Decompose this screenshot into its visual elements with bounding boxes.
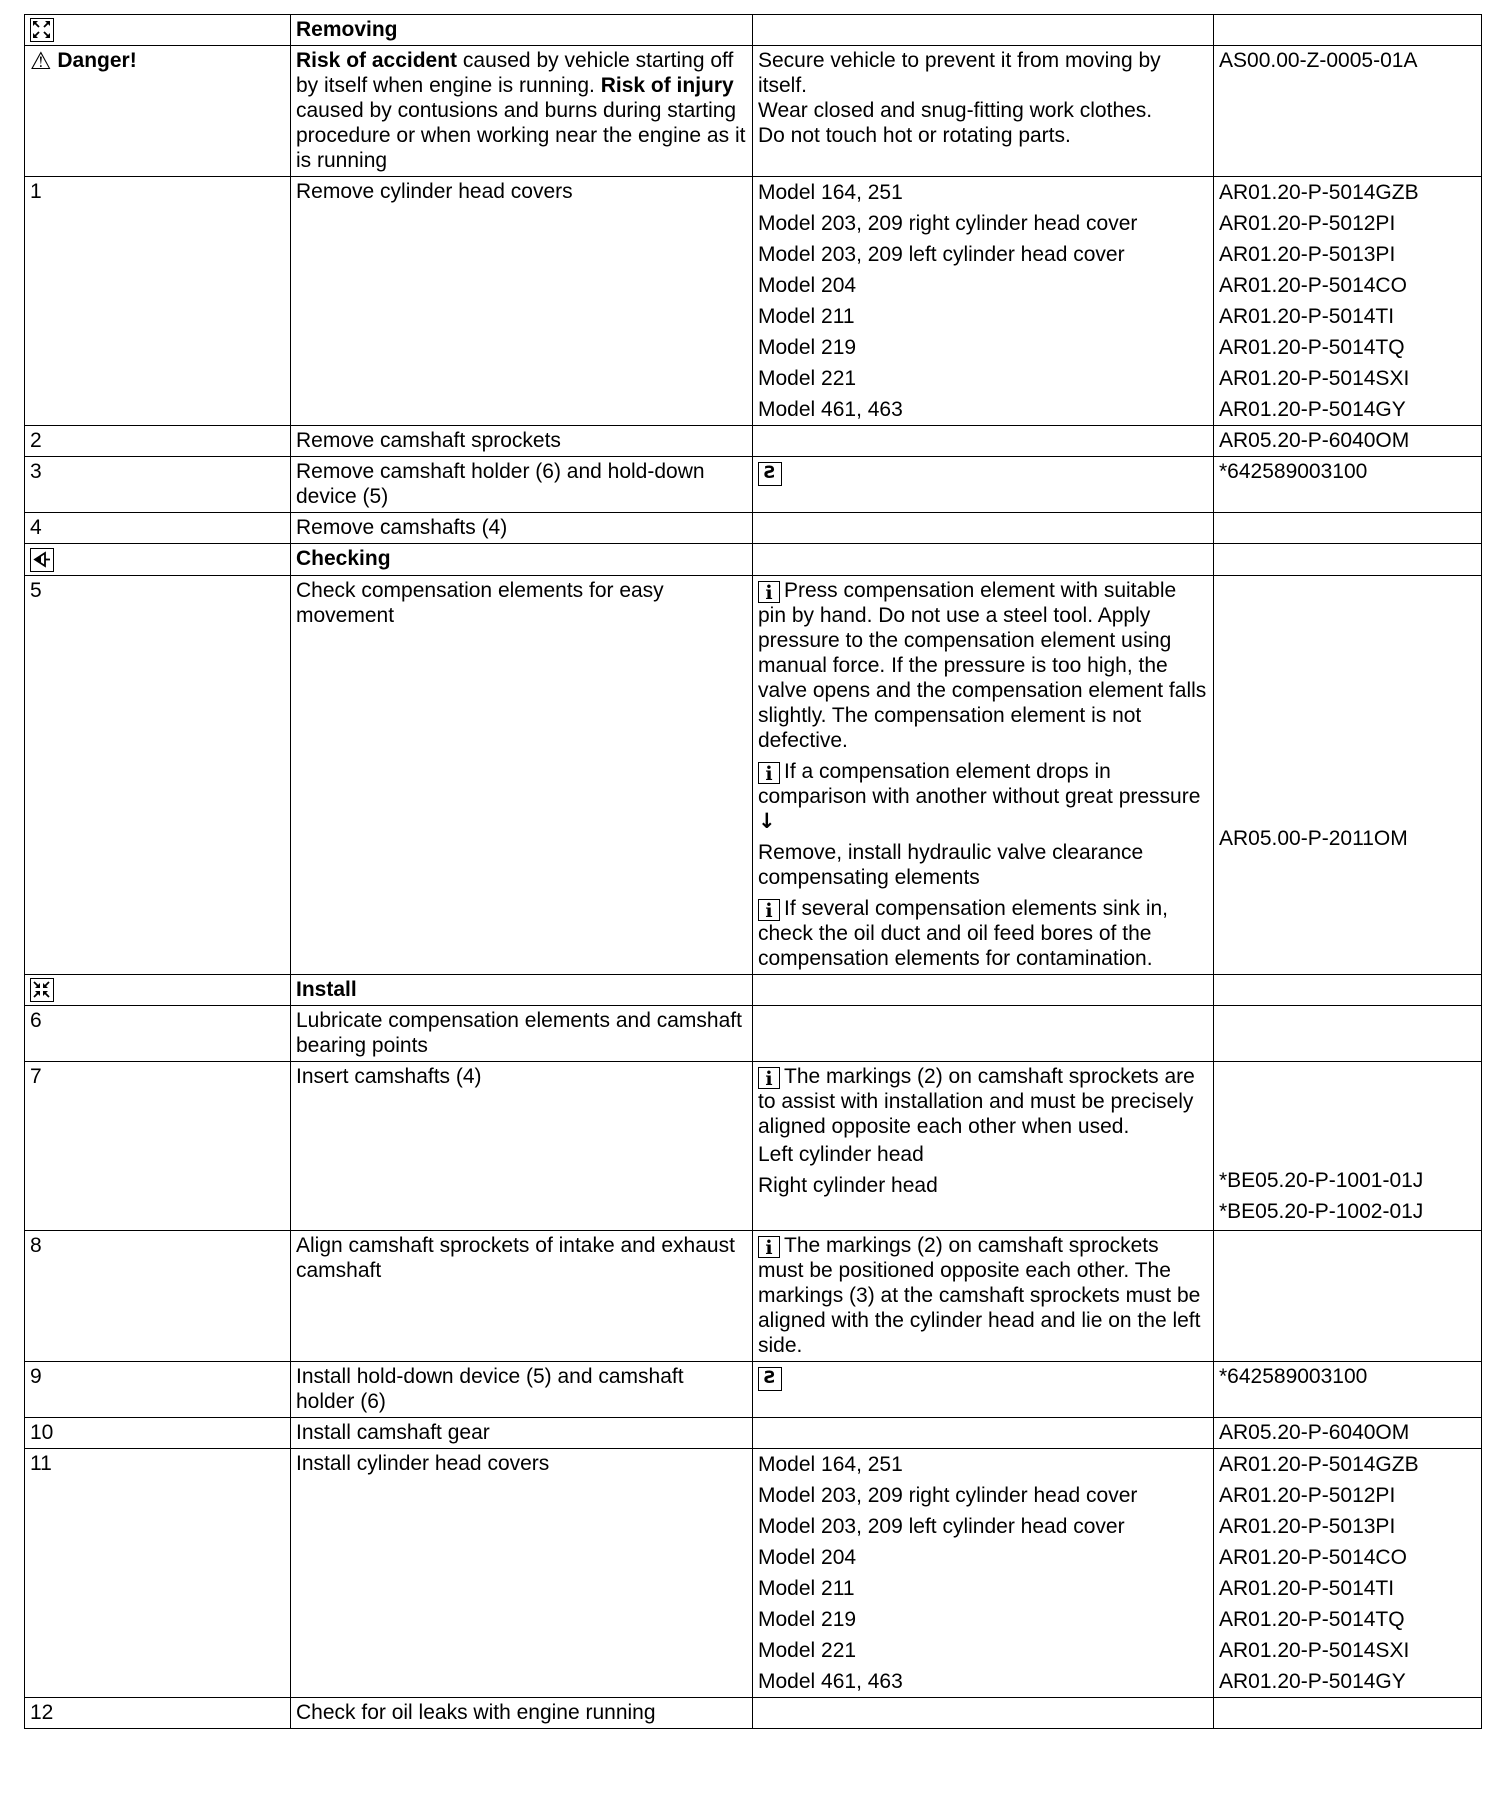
note bbox=[758, 1064, 1208, 1139]
step-text: Install camshaft gear bbox=[291, 1418, 753, 1449]
step-ref[interactable]: AR05.20-P-6040OM bbox=[1214, 1418, 1482, 1449]
step-number: 2 bbox=[25, 426, 291, 457]
step-number: 5 bbox=[25, 575, 291, 974]
model-label: Model 211 bbox=[758, 1577, 855, 1601]
info-icon: i bbox=[758, 762, 780, 784]
step-row bbox=[25, 1362, 1482, 1418]
section-title-removing: Removing bbox=[291, 15, 753, 46]
model-ref-list bbox=[1214, 1449, 1482, 1698]
step-text: Remove camshaft sprockets bbox=[291, 426, 753, 457]
measure-item: Do not touch hot or rotating parts. bbox=[758, 124, 1071, 148]
model-ref[interactable]: AR01.20-P-5014SXI bbox=[1219, 367, 1410, 391]
model-label: Model 461, 463 bbox=[758, 1670, 903, 1694]
step-row bbox=[25, 457, 1482, 513]
model-label: Model 204 bbox=[758, 274, 857, 298]
step-number: 9 bbox=[25, 1362, 291, 1418]
model-ref[interactable]: AR01.20-P-5013PI bbox=[1219, 1515, 1396, 1539]
cylinder-left-label: Left cylinder head bbox=[758, 1143, 924, 1167]
cylinder-right-ref[interactable]: *BE05.20-P-1002-01J bbox=[1219, 1200, 1424, 1224]
step-text: Check compensation elements for easy movement bbox=[291, 575, 753, 974]
step-text: Check for oil leaks with engine running bbox=[291, 1698, 753, 1729]
step-text: Install cylinder head covers bbox=[291, 1449, 753, 1698]
model-label: Model 164, 251 bbox=[758, 181, 903, 205]
step-row bbox=[25, 1231, 1482, 1362]
step-row bbox=[25, 1698, 1482, 1729]
danger-row bbox=[25, 46, 1482, 177]
risk-injury-label: Risk of injury bbox=[600, 74, 734, 98]
step-text: Remove cylinder head covers bbox=[291, 177, 753, 426]
note-text: If a compensation element drops in comparison with another without great pressure bbox=[758, 759, 1201, 808]
model-ref[interactable]: AR01.20-P-5014GZB bbox=[1219, 1453, 1419, 1477]
step-row bbox=[25, 513, 1482, 544]
model-ref[interactable]: AR01.20-P-5014CO bbox=[1219, 1546, 1407, 1570]
step-number: 1 bbox=[25, 177, 291, 426]
step-notes bbox=[753, 575, 1214, 974]
tool-icon: Ƨ bbox=[758, 462, 782, 486]
step-number: 12 bbox=[25, 1698, 291, 1729]
model-ref[interactable]: AR01.20-P-5014TQ bbox=[1219, 336, 1405, 360]
step-number: 3 bbox=[25, 457, 291, 513]
procedure-table bbox=[24, 14, 1482, 1729]
model-ref[interactable]: AR01.20-P-5012PI bbox=[1219, 212, 1396, 236]
model-list bbox=[753, 1449, 1214, 1698]
repair-procedure bbox=[24, 14, 1481, 1729]
action-ref[interactable]: AR05.00-P-2011OM bbox=[1219, 826, 1408, 850]
model-label: Model 221 bbox=[758, 367, 857, 391]
measure-item: Wear closed and snug-fitting work clothes. bbox=[758, 99, 1153, 123]
step-text: Remove camshaft holder (6) and hold-down device (5) bbox=[291, 457, 753, 513]
model-ref[interactable]: AR01.20-P-5014GZB bbox=[1219, 181, 1419, 205]
note bbox=[758, 578, 1208, 753]
note bbox=[758, 896, 1208, 971]
cylinder-left-ref[interactable]: *BE05.20-P-1001-01J bbox=[1219, 1169, 1424, 1193]
model-label: Model 203, 209 left cylinder head cover bbox=[758, 243, 1125, 267]
note-text: The markings (2) on camshaft sprockets are to assist with installation and must be precisely aligned opposite each other when used. bbox=[758, 1065, 1195, 1139]
section-row-install bbox=[25, 974, 1482, 1005]
note bbox=[758, 759, 1208, 834]
section-row-checking bbox=[25, 544, 1482, 575]
section-title-checking: Checking bbox=[291, 544, 753, 575]
section-title-install: Install bbox=[291, 974, 753, 1005]
install-arrows-icon bbox=[30, 978, 54, 1002]
step-number: 4 bbox=[25, 513, 291, 544]
note-text: Press compensation element with suitable pin by hand. Do not use a steel tool. Apply pressure to the compensation element using manual force. If the pressure is too high, the valve opens and the compensation element falls slightly. The compensation element is not defective. bbox=[758, 578, 1207, 752]
model-label: Model 204 bbox=[758, 1546, 857, 1570]
measure-item: Secure vehicle to prevent it from moving by itself. bbox=[758, 49, 1161, 98]
model-label: Model 164, 251 bbox=[758, 1453, 903, 1477]
note-text: If several compensation elements sink in, check the oil duct and oil feed bores of the compensation elements for contamination. bbox=[758, 896, 1169, 970]
step-number: 10 bbox=[25, 1418, 291, 1449]
model-label: Model 211 bbox=[758, 305, 855, 329]
remove-arrows-icon bbox=[30, 18, 54, 42]
step-text: Align camshaft sprockets of intake and exhaust camshaft bbox=[291, 1231, 753, 1362]
danger-label: Danger! bbox=[57, 49, 137, 73]
model-label: Model 219 bbox=[758, 336, 857, 360]
model-ref[interactable]: AR01.20-P-5013PI bbox=[1219, 243, 1396, 267]
model-label: Model 461, 463 bbox=[758, 398, 903, 422]
arrow-down-icon: ↓ bbox=[758, 808, 776, 833]
tool-number[interactable]: *642589003100 bbox=[1214, 457, 1482, 513]
check-arrow-icon bbox=[30, 548, 54, 572]
note-text: The markings (2) on camshaft sprockets must be positioned opposite each other. The markings (3) at the camshaft sprockets must be aligned with the cylinder head and lie on the left side. bbox=[758, 1234, 1201, 1358]
model-ref[interactable]: AR01.20-P-5014TI bbox=[1219, 305, 1395, 329]
note bbox=[758, 1233, 1208, 1358]
info-icon: i bbox=[758, 1236, 780, 1258]
risk-injury-text: caused by contusions and burns during starting procedure or when working near the engine as it is running bbox=[296, 99, 746, 173]
tool-icon: Ƨ bbox=[758, 1367, 782, 1391]
step-row bbox=[25, 1418, 1482, 1449]
model-ref-list bbox=[1214, 177, 1482, 426]
step-text: Insert camshafts (4) bbox=[291, 1062, 753, 1231]
step-row bbox=[25, 1449, 1482, 1698]
model-label: Model 219 bbox=[758, 1608, 857, 1632]
model-ref[interactable]: AR01.20-P-5014GY bbox=[1219, 398, 1406, 422]
model-list bbox=[753, 177, 1214, 426]
step-text: Lubricate compensation elements and camshaft bearing points bbox=[291, 1006, 753, 1062]
model-ref[interactable]: AR01.20-P-5012PI bbox=[1219, 1484, 1396, 1508]
step-text: Install hold-down device (5) and camshaft holder (6) bbox=[291, 1362, 753, 1418]
step-row bbox=[25, 177, 1482, 426]
risk-accident-text: caused by vehicle starting off by itself when engine is running. bbox=[296, 49, 734, 98]
step-text: Remove camshafts (4) bbox=[291, 513, 753, 544]
step-number: 6 bbox=[25, 1006, 291, 1062]
step-number: 8 bbox=[25, 1231, 291, 1362]
model-label: Model 203, 209 left cylinder head cover bbox=[758, 1515, 1125, 1539]
step-row bbox=[25, 575, 1482, 974]
model-ref[interactable]: AR01.20-P-5014TI bbox=[1219, 1577, 1395, 1601]
step-ref[interactable]: AR05.20-P-6040OM bbox=[1214, 426, 1482, 457]
model-ref[interactable]: AR01.20-P-5014SXI bbox=[1219, 1639, 1410, 1663]
info-icon: i bbox=[758, 1067, 780, 1089]
model-label: Model 203, 209 right cylinder head cover bbox=[758, 212, 1138, 236]
action-text: Remove, install hydraulic valve clearance compensating elements bbox=[758, 840, 1144, 889]
model-ref[interactable]: AR01.20-P-5014GY bbox=[1219, 1670, 1406, 1694]
risk-accident-label: Risk of accident bbox=[296, 49, 458, 73]
step-row bbox=[25, 1006, 1482, 1062]
step-number: 7 bbox=[25, 1062, 291, 1231]
step-row bbox=[25, 1062, 1482, 1231]
step-row bbox=[25, 426, 1482, 457]
warning-triangle-icon: ⚠ bbox=[30, 47, 52, 76]
tool-number[interactable]: *642589003100 bbox=[1214, 1362, 1482, 1418]
model-ref[interactable]: AR01.20-P-5014TQ bbox=[1219, 1608, 1405, 1632]
info-icon: i bbox=[758, 581, 780, 603]
model-label: Model 203, 209 right cylinder head cover bbox=[758, 1484, 1138, 1508]
section-row-removing bbox=[25, 15, 1482, 46]
model-ref[interactable]: AR01.20-P-5014CO bbox=[1219, 274, 1407, 298]
danger-description bbox=[291, 46, 753, 177]
cylinder-right-label: Right cylinder head bbox=[758, 1174, 938, 1198]
step-number: 11 bbox=[25, 1449, 291, 1698]
danger-measures bbox=[753, 46, 1214, 177]
danger-ref[interactable]: AS00.00-Z-0005-01A bbox=[1214, 46, 1482, 177]
info-icon: i bbox=[758, 899, 780, 921]
model-label: Model 221 bbox=[758, 1639, 857, 1663]
